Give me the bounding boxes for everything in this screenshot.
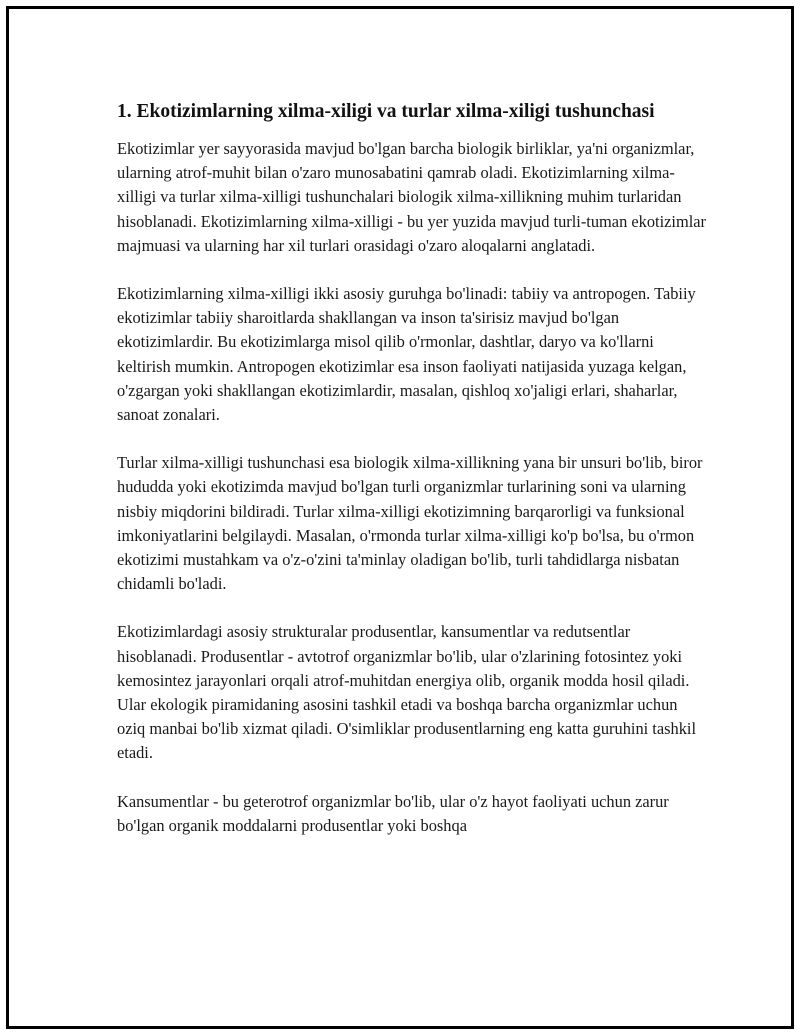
- paragraph-consumers: Kansumentlar - bu geterotrof organizmlar bo'lib, ular o'z hayot faoliyati uchun zarur bo'lgan organik moddalarni produsentlar yoki boshqa: [117, 791, 669, 835]
- document-body: [117, 99, 707, 862]
- paragraph-ecosystem-types: Ekotizimlarning xilma-xilligi ikki asosiy guruhga bo'linadi: tabiiy va antropogen. Tabiiy ekotizimlar tabiiy sharoitlarda shakllangan va inson ta'sirisiz mavjud bo'lgan ekotizimlardir. Bu ekotizimlarga misol qilib o'rmonlar, dashtlar, daryo va ko'llarni keltirish mumkin. Antropogen ekotizimlar esa inson faoliyati natijasida yuzaga kelgan, o'zgargan yoki shakllangan ekotizimlardir, masalan, qishloq xo'jaligi erlari, shaharlar, sanoat zonalari.: [117, 284, 696, 425]
- paragraph-ecosystems-intro: Ekotizimlar yer sayyorasida mavjud bo'lgan barcha biologik birliklar, ya'ni organizmlar, ularning atrof-muhit bilan o'zaro munosabatini qamrab oladi. Ekotizimlarning xilma-xilligi va turlar xilma-xilligi tushunchalari biologik xilma-xillikning muhim turlaridan hisoblanadi. Ekotizimlarning xilma-xilligi - bu yer yuzida mavjud turli-tuman ekotizimlar majmuasi va ularning har xil turlari orasidagi o'zaro aloqalarni anglatadi.: [117, 139, 707, 255]
- paragraph-producers: Ekotizimlardagi asosiy strukturalar produsentlar, kansumentlar va redutsentlar hisoblanadi. Produsentlar - avtotrof organizmlar bo'lib, ular o'zlarining fotosintez yoki kemosintez jarayonlari orqali atrof-muhitdan energiya olib, organik modda hosil qiladi. Ular ekologik piramidaning asosini tashkil etadi va boshqa barcha organizmlar uchun oziq manbai bo'lib xizmat qiladi. O'simliklar produsentlarning eng katta guruhini tashkil etadi.: [117, 622, 697, 763]
- document-page: [6, 6, 794, 1029]
- section-heading: 1. Ekotizimlarning xilma-xiligi va turlar xilma-xiligi tushunchasi: [117, 101, 655, 122]
- paragraph-species-diversity: Turlar xilma-xilligi tushunchasi esa biologik xilma-xillikning yana bir unsuri bo'lib, biror hududda yoki ekotizimda mavjud bo'lgan turli organizmlar turlarining soni va ularning nisbiy miqdorini bildiradi. Turlar xilma-xilligi ekotizimning barqarorligi va funksional imkoniyatlarini belgilaydi. Masalan, o'rmonda turlar xilma-xilligi ko'p bo'lsa, bu o'rmon ekotizimi mustahkam va o'z-o'zini ta'minlay oladigan bo'lib, turli tahdidlarga nisbatan chidamli bo'ladi.: [117, 453, 703, 594]
